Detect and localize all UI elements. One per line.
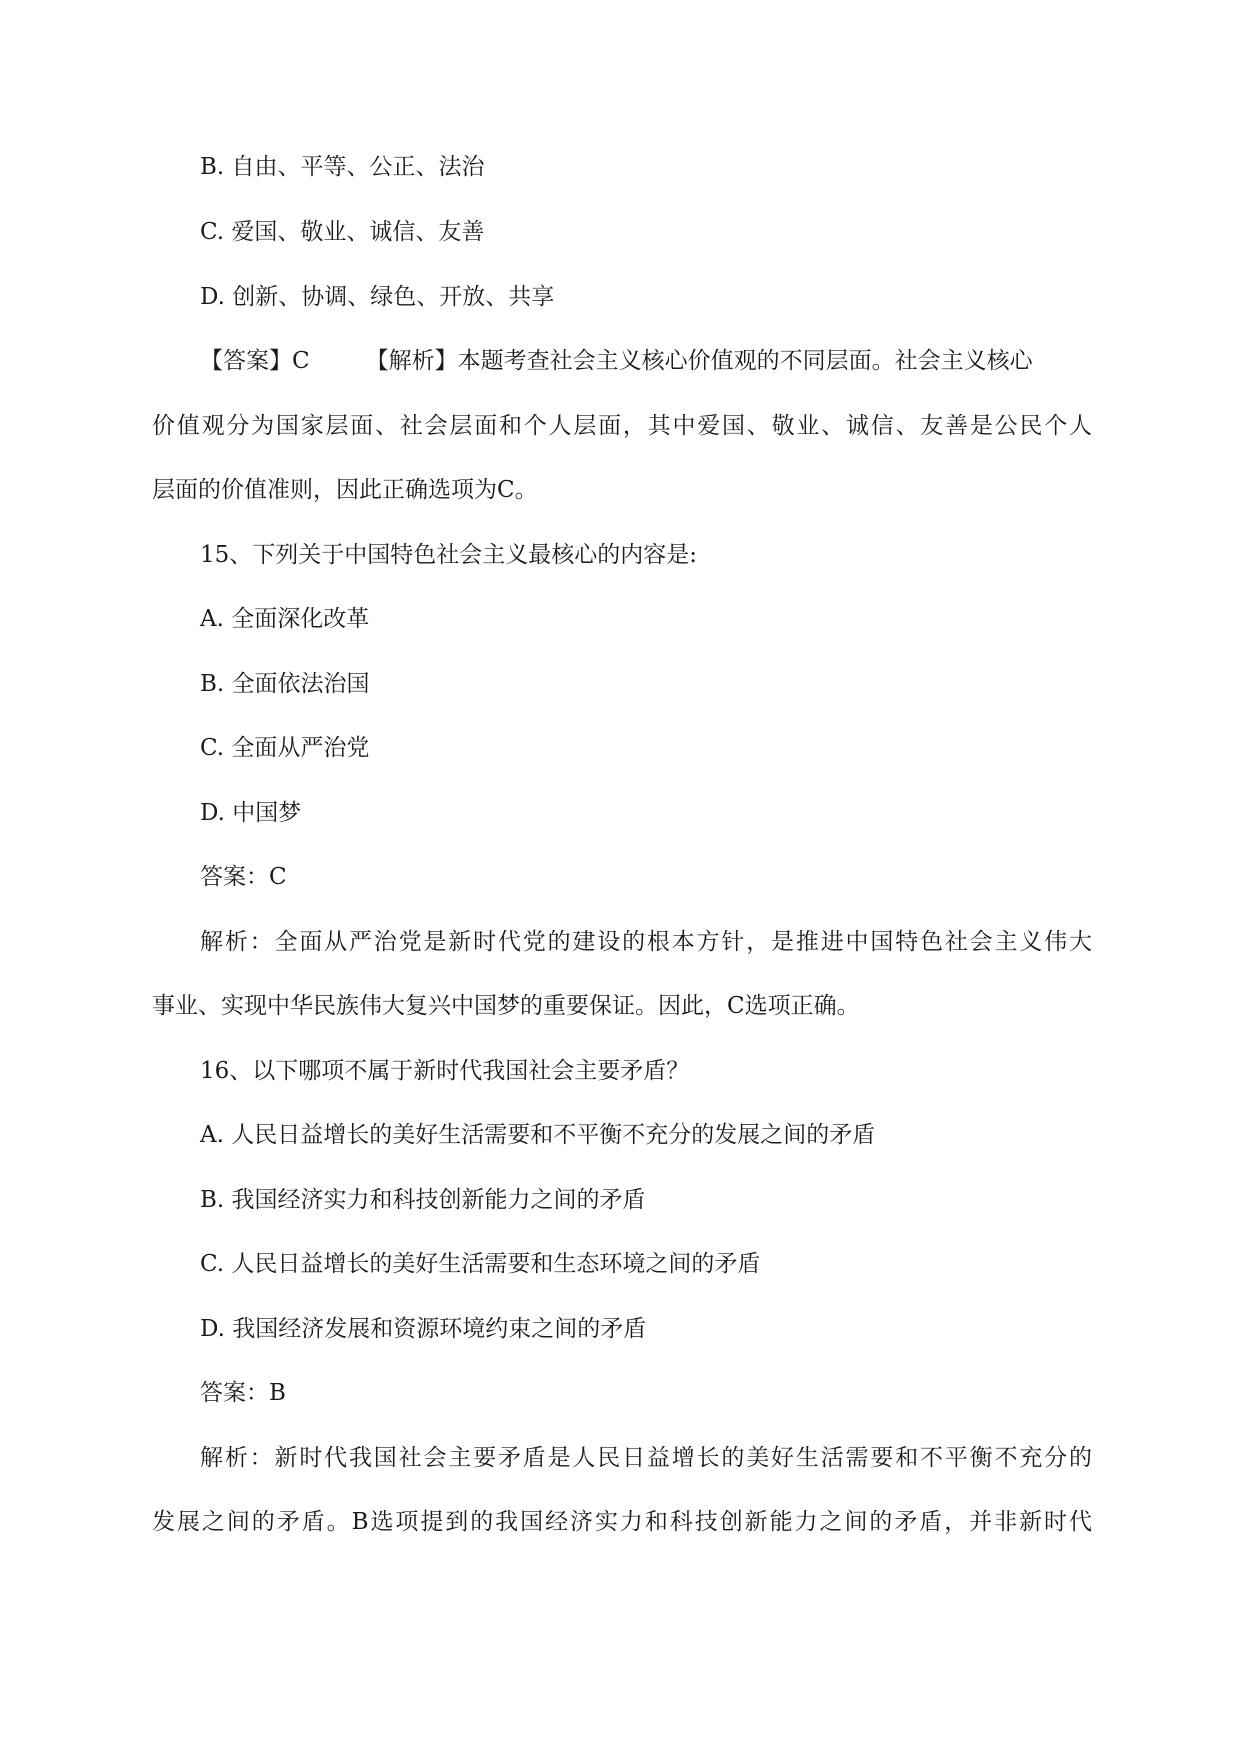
q14-answer: 【答案】C xyxy=(200,348,310,374)
q15-option-a: A. 全面深化改革 xyxy=(200,606,370,632)
q14-analysis-line3: 层面的价值准则，因此正确选项为C。 xyxy=(152,477,538,503)
q16-option-c: C. 人民日益增长的美好生活需要和生态环境之间的矛盾 xyxy=(200,1251,761,1277)
q15-question: 15、下列关于中国特色社会主义最核心的内容是: xyxy=(200,542,698,568)
q15-option-b: B. 全面依法治国 xyxy=(200,671,370,697)
q16-option-b: B. 我国经济实力和科技创新能力之间的矛盾 xyxy=(200,1187,646,1213)
q15-analysis-line2: 事业、实现中华民族伟大复兴中国梦的重要保证。因此，C选项正确。 xyxy=(152,993,860,1019)
q14-analysis-line2: 价值观分为国家层面、社会层面和个人层面，其中爱国、敬业、诚信、友善是公民个人 xyxy=(152,413,1092,439)
q16-question: 16、以下哪项不属于新时代我国社会主要矛盾？ xyxy=(200,1058,690,1084)
q15-analysis-line1: 解析：全面从严治党是新时代党的建设的根本方针，是推进中国特色社会主义伟大 xyxy=(200,929,1092,955)
q16-analysis-line1: 解析：新时代我国社会主要矛盾是人民日益增长的美好生活需要和不平衡不充分的 xyxy=(200,1445,1092,1471)
q14-option-c: C. 爱国、敬业、诚信、友善 xyxy=(200,219,485,245)
q16-option-d: D. 我国经济发展和资源环境约束之间的矛盾 xyxy=(200,1316,647,1342)
q16-answer: 答案：B xyxy=(200,1380,286,1406)
q14-option-b: B. 自由、平等、公正、法治 xyxy=(200,154,485,180)
q16-option-a: A. 人民日益增长的美好生活需要和不平衡不充分的发展之间的矛盾 xyxy=(200,1122,876,1148)
q15-option-d: D. 中国梦 xyxy=(200,800,302,826)
q14-answer-analysis-line xyxy=(200,345,1033,377)
q15-option-c: C. 全面从严治党 xyxy=(200,735,370,761)
q16-analysis-line2: 发展之间的矛盾。B选项提到的我国经济实力和科技创新能力之间的矛盾，并非新时代 xyxy=(152,1509,1092,1535)
q14-option-d: D. 创新、协调、绿色、开放、共享 xyxy=(200,284,555,310)
q15-answer: 答案：C xyxy=(200,864,287,890)
q14-analysis-line1: 【解析】本题考查社会主义核心价值观的不同层面。社会主义核心 xyxy=(365,348,1033,374)
